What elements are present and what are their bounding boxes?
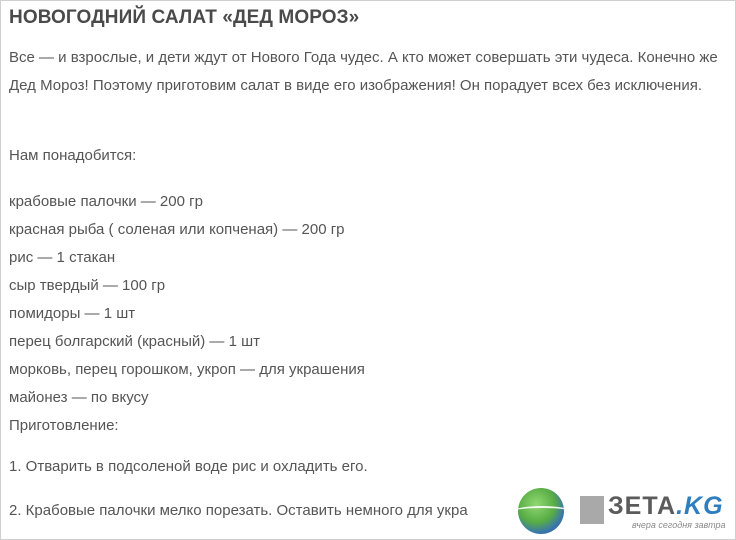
- needs-label: Нам понадобится:: [9, 147, 137, 164]
- step-1: 1. Отварить в подсоленой воде рис и охладить его.: [9, 458, 368, 475]
- list-item: помидоры — 1 шт: [9, 305, 136, 322]
- list-item: рис — 1 стакан: [9, 249, 116, 266]
- list-item: Приготовление:: [9, 417, 119, 434]
- list-item: морковь, перец горошком, укроп — для украшения: [9, 361, 365, 378]
- step-2: 2. Крабовые палочки мелко порезать. Оставить немного для укра: [9, 502, 468, 519]
- article-intro: Все — и взрослые, и дети ждут от Нового Года чудес. А кто может совершать эти чудеса. Конечно же Дед Мороз! Поэтому приготовим салат в виде его изображения! Он порадует всех без исключения.: [9, 49, 718, 94]
- list-item: сыр твердый — 100 гр: [9, 277, 166, 294]
- logo-box-icon: [580, 496, 604, 524]
- watermark-logo: [514, 484, 736, 540]
- watermark-tagline: вчера сегодня завтра: [632, 520, 726, 530]
- article-title: НОВОГОДНИЙ САЛАТ «ДЕД МОРОЗ»: [9, 7, 360, 28]
- list-item: перец болгарский (красный) — 1 шт: [9, 333, 261, 350]
- list-item: красная рыба ( соленая или копченая) — 200 гр: [9, 221, 345, 238]
- globe-ring: [512, 506, 572, 518]
- watermark-name-main: ЗЕТА: [608, 492, 677, 520]
- list-item: майонез — по вкусу: [9, 389, 149, 406]
- list-item: крабовые палочки — 200 гр: [9, 193, 203, 210]
- watermark-name: [608, 492, 724, 521]
- ingredient-list: [9, 188, 365, 440]
- watermark-tld: .KG: [676, 492, 724, 520]
